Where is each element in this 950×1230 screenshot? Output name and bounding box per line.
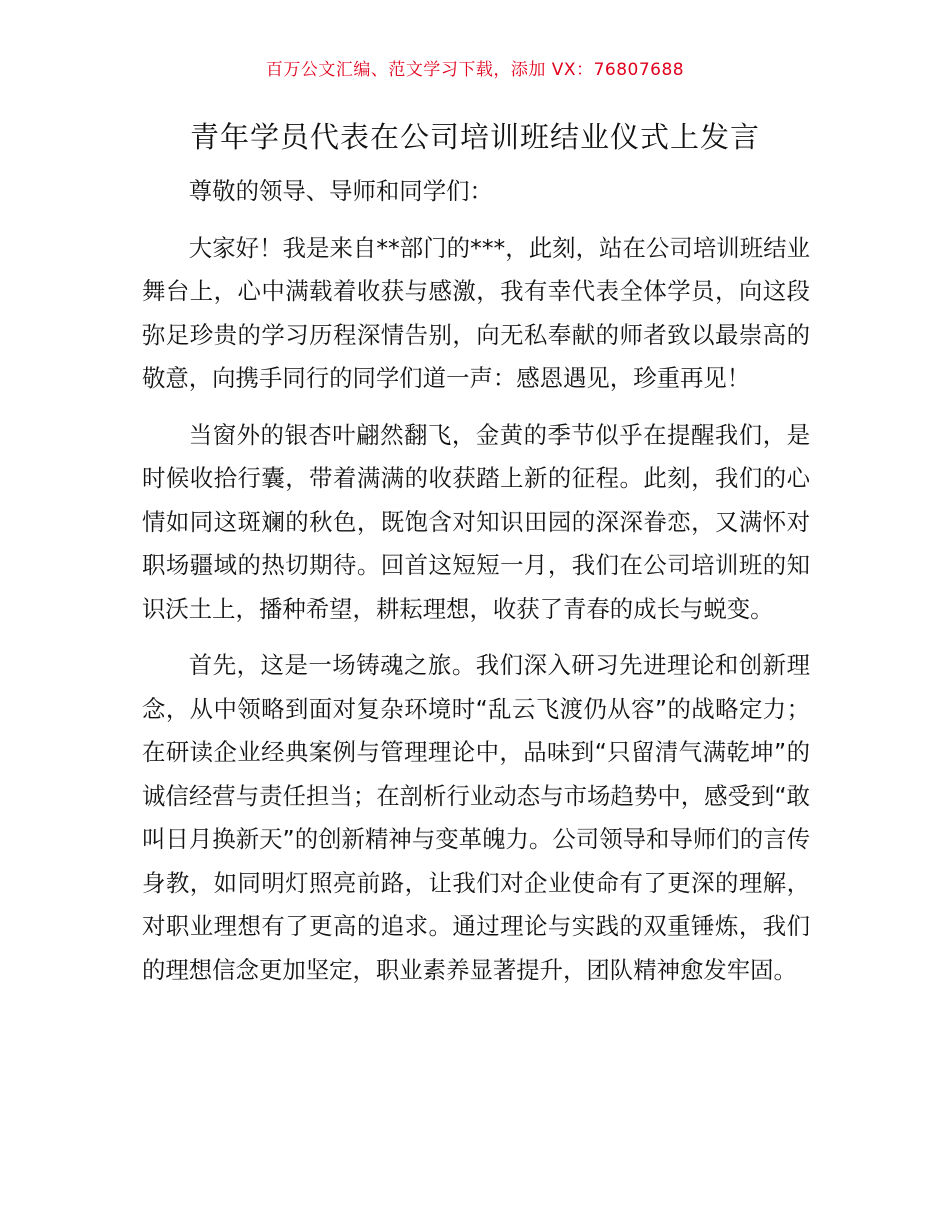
paragraph-first: 首先，这是一场铸魂之旅。我们深入研习先进理论和创新理念，从中领略到面对复杂环境时“乱云飞渡仍从容”的战略定力；在研读企业经典案例与管理理论中，品味到“只留清气满乾坤”的诚信经营与责任担当；在剖析行业动态与市场趋势中，感受到“敢叫日月换新天”的创新精神与变革魄力。公司领导和导师们的言传身教，如同明灯照亮前路，让我们对企业使命有了更深的理解，对职业理想有了更高的追求。通过理论与实践的双重锤炼，我们的理想信念更加坚定，职业素养显著提升，团队精神愈发牢固。 <box>142 651 810 984</box>
document-title: 青年学员代表在公司培训班结业仪式上发言 <box>189 120 760 154</box>
watermark-header: 百万公文汇编、范文学习下载，添加 VX：76807688 <box>265 60 685 80</box>
paragraph-greeting: 大家好！我是来自**部门的***，此刻，站在公司培训班结业舞台上，心中满载着收获与感激，我有幸代表全体学员，向这段弥足珍贵的学习历程深情告别，向无私奉献的师者致以最崇高的敬意，向携手同行的同学们道一声：感恩遇见，珍重再见！ <box>142 233 810 392</box>
salutation: 尊敬的领导、导师和同学们： <box>188 177 493 205</box>
document-body <box>142 170 810 1005</box>
paragraph-autumn: 当窗外的银杏叶翩然翻飞，金黄的季节似乎在提醒我们，是时候收拾行囊，带着满满的收获踏上新的征程。此刻，我们的心情如同这斑斓的秋色，既饱含对知识田园的深深眷恋，又满怀对职场疆域的热切期待。回首这短短一月，我们在公司培训班的知识沃土上，播种希望，耕耘理想，收获了青春的成长与蜕变。 <box>142 420 810 623</box>
